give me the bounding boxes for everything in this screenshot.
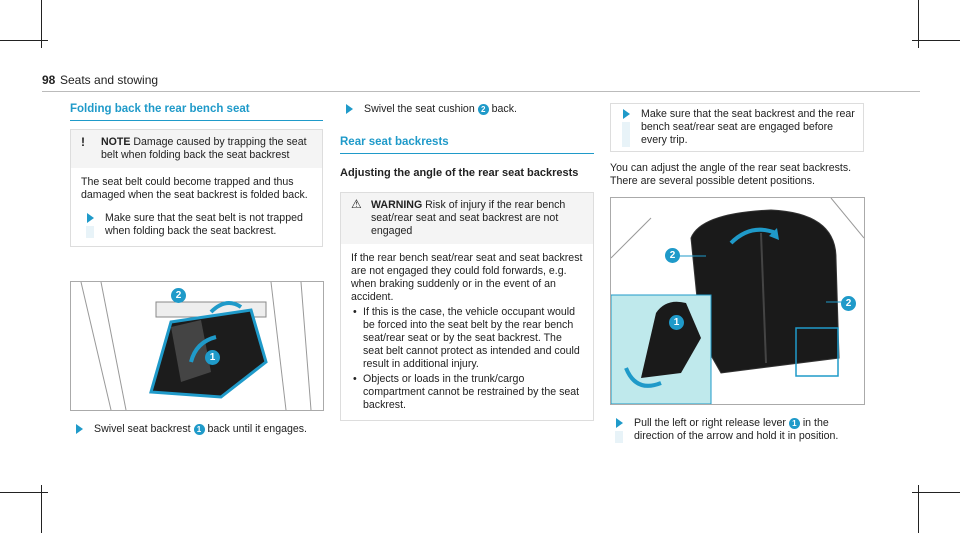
section-title: Rear seat backrests <box>340 136 594 154</box>
column-1 <box>70 103 323 247</box>
note-label: NOTE <box>101 136 131 148</box>
step-bar <box>86 226 94 238</box>
instruction-step <box>340 103 594 116</box>
warning-label: WARNING <box>371 199 423 211</box>
step-arrow-icon <box>346 104 353 114</box>
crop-mark <box>0 40 48 41</box>
note-step-text: Make sure that the seat belt is not trapped when folding back the seat backrest. <box>105 212 303 237</box>
step-arrow-icon <box>616 418 623 428</box>
column-1-step <box>70 423 323 436</box>
exclamation-icon: ! <box>81 135 85 149</box>
warning-paragraph: If the rear bench seat/rear seat and seat backrest are not engaged they could fold forwards, e.g. when braking suddenly or in the event of an accident. <box>351 252 583 303</box>
warning-header <box>341 193 593 244</box>
figure-label: 2 <box>665 248 680 263</box>
step-box <box>610 103 864 152</box>
column-3 <box>610 103 864 188</box>
instruction-step <box>610 417 864 443</box>
figure-label: 2 <box>841 296 856 311</box>
instruction-step <box>70 423 323 436</box>
step-text: Make sure that the seat backrest and the rear bench seat/rear seat are engaged before every trip. <box>641 108 855 146</box>
body-paragraph: You can adjust the angle of the rear seat backrests. There are several possible detent positions. <box>610 162 852 187</box>
warning-body <box>341 244 593 420</box>
note-body <box>71 168 322 246</box>
note-paragraph: The seat belt could become trapped and thus damaged when the seat backrest is folded back. <box>81 176 308 201</box>
warning-box <box>340 192 594 421</box>
folding-seat-illustration <box>71 282 323 410</box>
instruction-step <box>617 108 857 147</box>
chapter-title: Seats and stowing <box>60 73 159 87</box>
subsection-title: Adjusting the angle of the rear seat backrests <box>340 167 579 179</box>
warning-text: Risk of injury if the rear bench seat/rear seat and seat backrest are not engaged <box>371 199 566 237</box>
figure-adjust-backrest <box>610 197 865 405</box>
callout-1: 1 <box>194 424 205 435</box>
column-3-step <box>610 417 864 443</box>
column-2 <box>340 103 594 421</box>
step-text-after: back. <box>491 103 517 115</box>
step-arrow-icon <box>76 424 83 434</box>
step-bar <box>615 431 623 443</box>
section-title: Folding back the rear bench seat <box>70 103 323 121</box>
callout-2: 2 <box>478 104 489 115</box>
crop-mark <box>912 40 960 41</box>
step-text-before: Pull the left or right release lever <box>634 417 786 429</box>
warning-bullet: • Objects or loads in the trunk/cargo compartment cannot be restrained by the seat backrest. <box>351 373 583 412</box>
header-rule <box>42 91 920 92</box>
figure-folding-seat <box>70 281 324 411</box>
step-arrow-icon <box>623 109 630 119</box>
step-text-after: back until it engages. <box>207 423 307 435</box>
figure-label: 1 <box>205 350 220 365</box>
note-box <box>70 129 323 247</box>
step-text-before: Swivel seat backrest <box>94 423 191 435</box>
figure-label: 1 <box>669 315 684 330</box>
crop-mark <box>0 492 48 493</box>
warning-bullet: • If this is the case, the vehicle occupant would be forced into the seat belt by the rear bench seat/rear seat or by the seat backrest. The seat belt cannot protect as intended and could result in additional injury. <box>351 306 583 371</box>
step-text-after: in the direction of the arrow and hold it in position. <box>634 417 839 442</box>
callout-1: 1 <box>789 418 800 429</box>
note-step <box>81 212 312 238</box>
warning-triangle-icon: ⚠ <box>351 197 362 211</box>
step-text-before: Swivel the seat cushion <box>364 103 475 115</box>
step-bar <box>622 122 630 147</box>
backrest-illustration <box>611 198 864 404</box>
note-header <box>71 130 322 168</box>
crop-mark <box>912 492 960 493</box>
note-text: Damage caused by trapping the seat belt when folding back the seat backrest <box>101 136 307 161</box>
figure-label: 2 <box>171 288 186 303</box>
page-number: 98 <box>42 73 56 87</box>
step-arrow-icon <box>87 213 94 223</box>
